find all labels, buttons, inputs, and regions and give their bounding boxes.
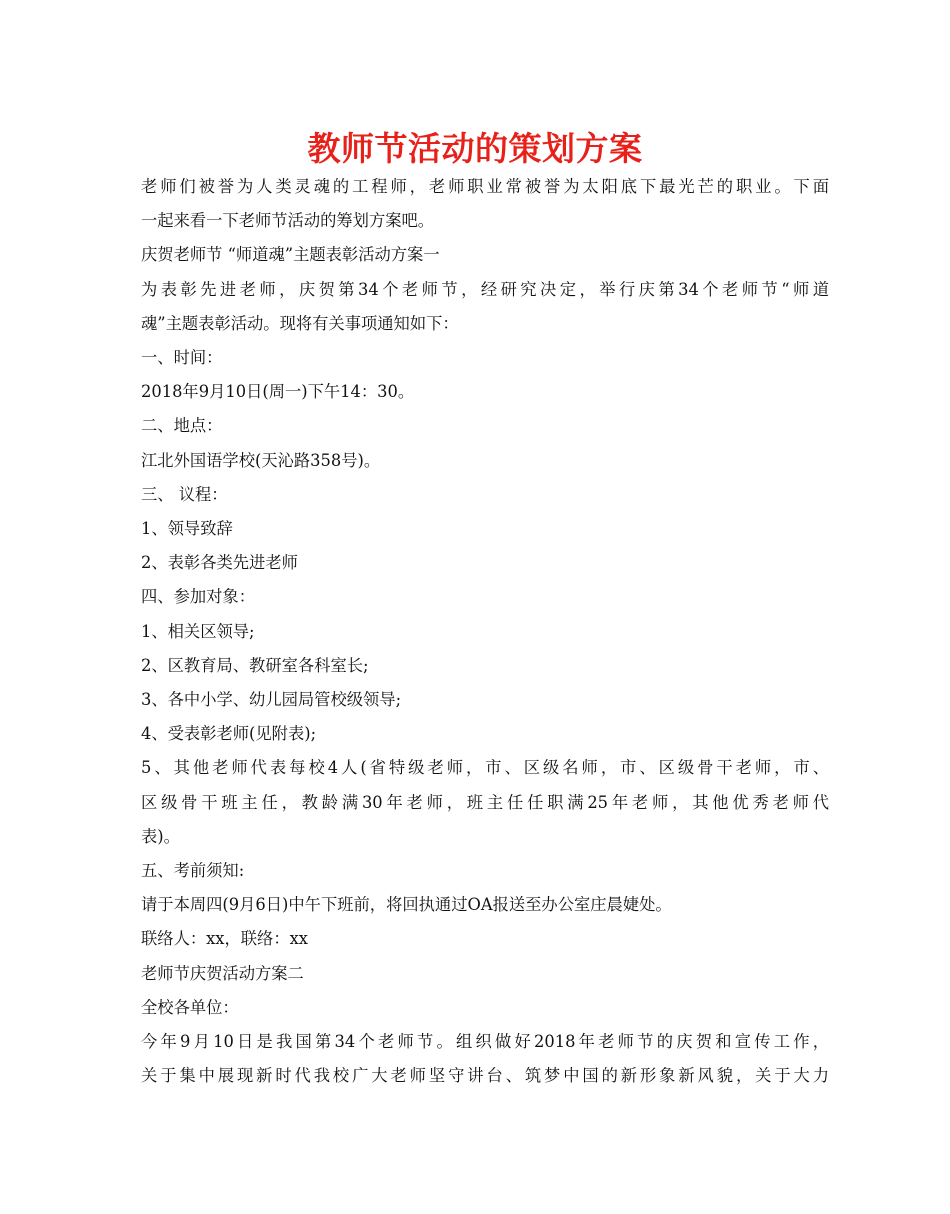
section-heading: 四、参加对象： <box>141 587 255 607</box>
list-item: 2、表彰各类先进老师 <box>141 553 298 573</box>
list-item: 3、各中小学、幼儿园局管校级领导; <box>141 690 402 710</box>
section-heading: 庆贺老师节 “师道魂”主题表彰活动方案一 <box>141 245 440 265</box>
paragraph-line: 魂”主题表彰活动。现将有关事项通知如下： <box>141 313 459 333</box>
document-body <box>141 170 829 1093</box>
list-item: 2、区教育局、教研室各科室长; <box>141 655 369 675</box>
section-heading: 一、时间： <box>141 348 223 368</box>
list-item: 5、其他老师代表每校4人(省特级老师，市、区级名师，市、区级骨干老师，市、 <box>141 758 829 778</box>
list-item: 表)。 <box>141 826 180 846</box>
paragraph-line: 老师们被誉为人类灵魂的工程师，老师职业常被誉为太阳底下最光芒的职业。下面 <box>141 177 829 196</box>
document-title: 教师节活动的策划方案 <box>307 129 643 168</box>
list-item: 4、受表彰老师(见附表); <box>141 724 317 744</box>
section-heading: 三、 议程： <box>141 484 228 504</box>
list-item: 1、相关区领导; <box>141 621 255 641</box>
paragraph-line: 今年9月10日是我国第34个老师节。组织做好2018年老师节的庆贺和宣传工作， <box>141 1032 829 1052</box>
paragraph-line: 一起来看一下老师节活动的筹划方案吧。 <box>141 211 435 231</box>
section-heading: 二、地点： <box>141 416 223 436</box>
paragraph-line: 全校各单位： <box>141 997 239 1017</box>
paragraph-line: 为表彰先进老师，庆贺第34个老师节，经研究决定，举行庆第34个老师节“师道 <box>141 279 829 299</box>
paragraph-line: 关于集中展现新时代我校广大老师坚守讲台、筑梦中国的新形象新风貌，关于大力 <box>141 1066 829 1086</box>
list-item: 区级骨干班主任，教龄满30年老师，班主任任职满25年老师，其他优秀老师代 <box>141 792 829 812</box>
paragraph-line: 联络人：xx，联络：xx <box>141 929 308 949</box>
paragraph-line: 2018年9月10日(周一)下午14：30。 <box>141 382 415 402</box>
section-heading: 老师节庆贺活动方案二 <box>141 963 304 983</box>
section-heading: 五、考前须知: <box>141 861 245 881</box>
paragraph-line: 江北外国语学校(天沁路358号)。 <box>141 450 381 470</box>
paragraph-line: 请于本周四(9月6日)中午下班前，将回执通过OA报送至办公室庄晨婕处。 <box>141 895 672 915</box>
list-item: 1、领导致辞 <box>141 519 233 539</box>
